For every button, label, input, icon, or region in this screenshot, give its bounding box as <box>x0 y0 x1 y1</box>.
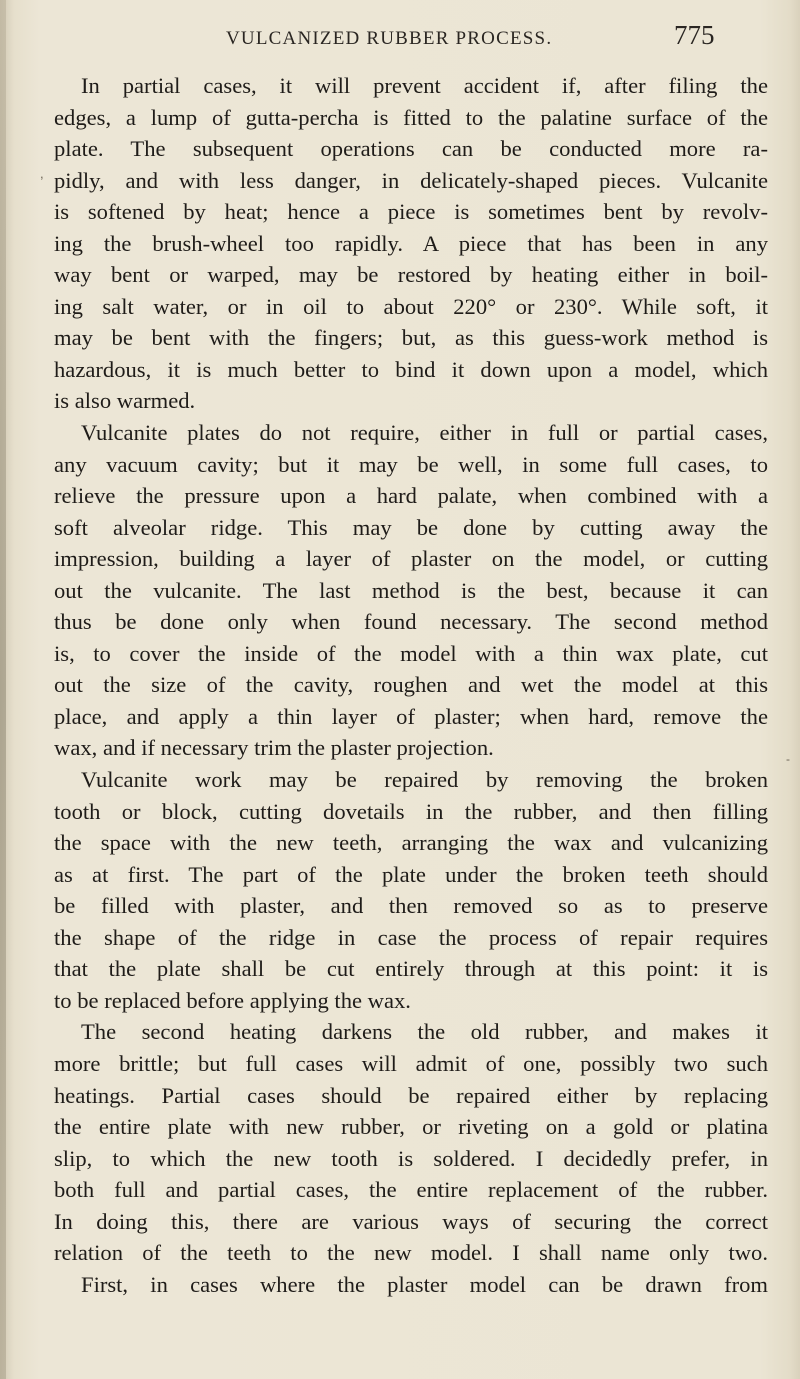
text-line: any vacuum cavity; but it may be well, in some full cases, to <box>54 451 768 477</box>
text-line: the entire plate with new rubber, or riveting on a gold or platina <box>54 1114 768 1140</box>
text-line: is also warmed. <box>54 388 196 414</box>
text-line: First, in cases where the plaster model can be drawn from <box>81 1271 768 1297</box>
text-line: is softened by heat; hence a piece is sometimes bent by revolv- <box>54 199 768 225</box>
body-text <box>54 70 768 1300</box>
text-line: In partial cases, it will prevent accident if, after filing the <box>81 73 768 98</box>
text-line: slip, to which the new tooth is soldered. I decidedly prefer, in <box>54 1145 768 1171</box>
text-line: Vulcanite work may be repaired by removing the broken <box>81 767 768 793</box>
text-line: wax, and if necessary trim the plaster projection. <box>54 735 494 761</box>
text-line: out the size of the cavity, roughen and wet the model at this <box>54 672 768 698</box>
text-line: out the vulcanite. The last method is the best, because it can <box>54 577 768 603</box>
text-line: pidly, and with less danger, in delicately-shaped pieces. Vulcanite <box>54 167 768 193</box>
text-line: relation of the teeth to the new model. I shall name only two. <box>54 1240 768 1266</box>
stray-mark: , <box>40 166 44 181</box>
text-line: way bent or warped, may be restored by heating either in boil- <box>54 262 768 288</box>
text-line: as at first. The part of the plate under the broken teeth should <box>54 861 768 887</box>
page-header <box>60 22 780 58</box>
running-head: VULCANIZED RUBBER PROCESS. <box>226 28 553 49</box>
text-line: ing salt water, or in oil to about 220° or 230°. While soft, it <box>54 293 768 319</box>
text-line: is, to cover the inside of the model with a thin wax plate, cut <box>54 640 768 666</box>
page-gutter-shadow <box>0 0 6 1379</box>
text-line: both full and partial cases, the entire replacement of the rubber. <box>54 1177 768 1203</box>
text-line: edges, a lump of gutta-percha is fitted to the palatine surface of the <box>54 104 768 130</box>
text-line: the shape of the ridge in case the process of repair requires <box>54 924 768 950</box>
text-line: may be bent with the fingers; but, as this guess-work method is <box>54 325 768 351</box>
text-line: soft alveolar ridge. This may be done by cutting away the <box>54 514 768 540</box>
page-number: 775 <box>674 20 715 50</box>
text-line: The second heating darkens the old rubber, and makes it <box>81 1019 768 1045</box>
stray-mark: - <box>786 752 790 766</box>
text-line: heatings. Partial cases should be repaired either by replacing <box>54 1082 768 1108</box>
text-line: tooth or block, cutting dovetails in the rubber, and then filling <box>54 798 768 824</box>
text-line: that the plate shall be cut entirely through at this point: it is <box>54 956 768 982</box>
text-line: be filled with plaster, and then removed so as to preserve <box>54 893 768 919</box>
text-line: relieve the pressure upon a hard palate, when combined with a <box>54 483 768 509</box>
text-line: thus be done only when found necessary. The second method <box>54 609 768 635</box>
text-line: ing the brush-wheel too rapidly. A piece that has been in any <box>54 230 768 256</box>
text-line: the space with the new teeth, arranging the wax and vulcanizing <box>54 830 768 856</box>
text-line: impression, building a layer of plaster on the model, or cutting <box>54 546 768 572</box>
text-line: In doing this, there are various ways of securing the correct <box>54 1208 768 1234</box>
text-line: to be replaced before applying the wax. <box>54 987 411 1013</box>
text-line: more brittle; but full cases will admit of one, possibly two such <box>54 1050 768 1076</box>
text-line: Vulcanite plates do not require, either in full or partial cases, <box>81 420 768 446</box>
text-line: plate. The subsequent operations can be conducted more ra- <box>54 136 768 162</box>
text-line: place, and apply a thin layer of plaster; when hard, remove the <box>54 703 768 729</box>
text-line: hazardous, it is much better to bind it down upon a model, which <box>54 356 768 382</box>
